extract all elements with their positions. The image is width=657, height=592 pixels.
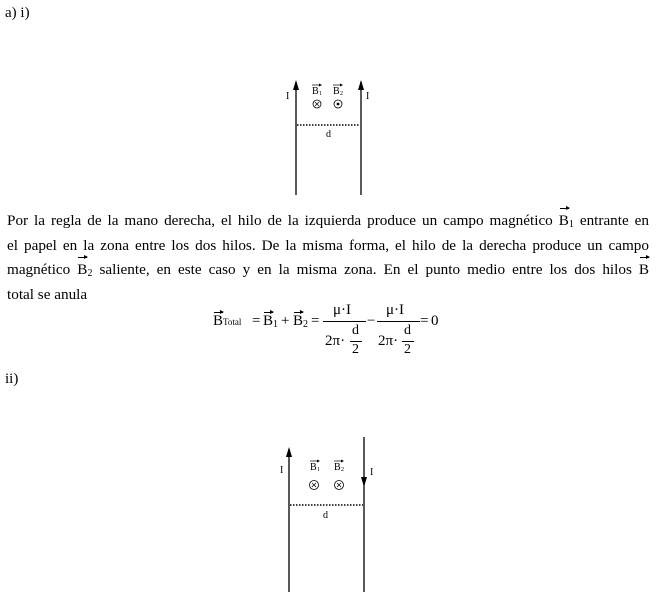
current-arrow-up-icon bbox=[358, 80, 364, 90]
paragraph-text: entrante en bbox=[579, 212, 650, 229]
current-label-left: I bbox=[280, 465, 284, 476]
equation-b2: $B_2$ bbox=[293, 313, 309, 330]
inner-fraction-numerator: d bbox=[352, 323, 359, 338]
paragraph-text: Por la regla de la mano derecha, el hilo de la izquierda produce un campo magnético bbox=[7, 212, 553, 229]
vector-b1: B bbox=[559, 209, 569, 234]
into-page-icon bbox=[313, 100, 321, 108]
current-arrow-down-icon bbox=[361, 477, 367, 487]
paragraph-line-1 bbox=[7, 209, 649, 234]
fraction-2-denominator: 2π· bbox=[378, 333, 399, 349]
fraction-1-numerator: μ·I bbox=[333, 302, 352, 318]
equals-sign: = bbox=[311, 313, 320, 329]
distance-label: d bbox=[326, 129, 331, 140]
field-label-b2: B bbox=[334, 462, 341, 473]
paragraph-line-2: el papel en la zona entre los dos hilos. De la misma forma, el hilo de la derecha produce un campo bbox=[7, 236, 649, 254]
paragraph-text: magnético bbox=[7, 261, 71, 278]
current-arrow-up-icon bbox=[286, 447, 292, 457]
plus-sign: + bbox=[281, 313, 290, 329]
field-label-b1: B bbox=[310, 462, 317, 473]
current-arrow-up-icon bbox=[293, 80, 299, 90]
explanation-paragraph bbox=[7, 209, 649, 307]
paragraph-text: saliente, en este caso y en la misma zona. En el punto medio entre los dos hilos bbox=[99, 261, 632, 278]
current-label-right: I bbox=[370, 467, 374, 478]
current-label-left: I bbox=[286, 91, 290, 102]
field-label-b2: B bbox=[333, 86, 340, 97]
equation-lhs: BTotal bbox=[213, 313, 242, 329]
field-label-b2-sub: 2 bbox=[340, 91, 343, 97]
vector-subscript: 1 bbox=[568, 219, 574, 230]
equation-b1: $B_1$ bbox=[263, 313, 279, 330]
paragraph-line-3 bbox=[7, 258, 649, 283]
into-page-icon bbox=[310, 481, 319, 490]
fraction-2-numerator: μ·I bbox=[386, 302, 405, 318]
field-label-b1: B bbox=[312, 86, 319, 97]
total-field-equation bbox=[213, 302, 443, 363]
field-label-b1-sub: 1 bbox=[317, 467, 320, 473]
out-of-page-icon bbox=[334, 100, 342, 108]
into-page-icon bbox=[335, 481, 344, 490]
vector-b: B bbox=[639, 258, 649, 283]
inner-fraction-numerator: d bbox=[404, 323, 411, 338]
inner-fraction-denominator: 2 bbox=[352, 342, 359, 357]
minus-sign: − bbox=[367, 313, 376, 329]
equation-result: 0 bbox=[431, 313, 439, 329]
paragraph-line-4: total se anula bbox=[7, 285, 88, 303]
vector-subscript: 2 bbox=[87, 268, 93, 279]
fraction-1-denominator: 2π· bbox=[325, 333, 346, 349]
equals-sign: = bbox=[252, 313, 261, 329]
fraction-bar bbox=[323, 321, 366, 322]
current-label-right: I bbox=[366, 91, 370, 102]
equals-sign: = bbox=[420, 313, 429, 329]
wire-diagram-1 bbox=[260, 60, 400, 200]
section-label-b: ii) bbox=[5, 371, 19, 387]
distance-label: d bbox=[323, 510, 328, 521]
wire-diagram-2 bbox=[253, 435, 393, 592]
field-label-b2-sub: 2 bbox=[341, 467, 344, 473]
vector-b2: B bbox=[77, 258, 87, 283]
field-label-b1-sub: 1 bbox=[319, 91, 322, 97]
section-label-a: a) i) bbox=[5, 5, 30, 21]
inner-fraction-denominator: 2 bbox=[404, 342, 411, 357]
